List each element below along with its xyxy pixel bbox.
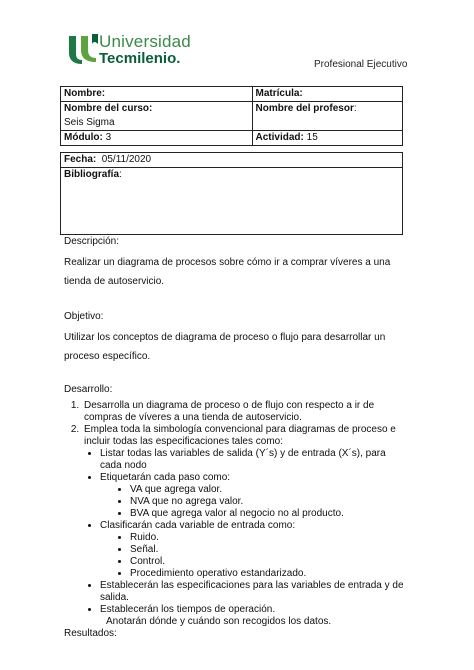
specifications-list — [84, 448, 404, 616]
nombre-label: Nombre: — [64, 88, 106, 99]
resultados-heading: Resultados: — [64, 628, 117, 639]
list-item — [100, 472, 404, 520]
matricula-cell — [252, 87, 402, 102]
curso-cell — [61, 102, 253, 131]
program-label: Profesional Ejecutivo — [314, 59, 408, 70]
labels-list — [100, 484, 404, 520]
curso-value: Seis Sigma — [64, 117, 115, 128]
fecha-cell — [61, 153, 403, 168]
modulo-value: 3 — [105, 132, 112, 143]
logo-text-tecmilenio: Tecmilenio. — [99, 50, 181, 67]
list-item: • Control. — [130, 556, 404, 568]
bibliografia-label: Bibliografía — [64, 169, 120, 180]
descripcion-text: Realizar un diagrama de procesos sobre cómo ir a comprar víveres a una tienda de autoservicio. — [64, 257, 391, 287]
actividad-label: Actividad: — [255, 132, 304, 143]
list-item: • Procedimiento operativo estandarizado. — [130, 568, 404, 580]
sub2-text: Etiquetarán cada paso como: — [100, 472, 231, 483]
descripcion-heading: Descripción: — [64, 236, 120, 247]
profesor-colon: : — [353, 103, 357, 114]
nombre-cell — [61, 87, 253, 102]
logo-swoosh-icon — [66, 30, 100, 66]
list-item: • Señal. — [130, 544, 404, 556]
list-item — [82, 400, 404, 424]
actividad-cell — [252, 131, 402, 146]
fecha-value: 05/11/2020 — [101, 154, 152, 165]
matricula-label: Matrícula: — [255, 88, 303, 99]
data-note: Anotarán dónde y cuándo son recogidos los datos. — [106, 616, 332, 627]
list-item — [100, 580, 404, 604]
list-item: • VA que agrega valor. — [130, 484, 404, 496]
item1-text: Desarrolla un diagrama de proceso o de flujo con respecto a ir de compras de víveres a una tienda de autoservicio. — [84, 400, 375, 423]
curso-label: Nombre del curso: — [64, 103, 153, 114]
sub4-text: Establecerán las especificaciones para las variables de entrada y de salida. — [100, 580, 404, 603]
bibliografia-cell — [61, 168, 403, 235]
university-logo — [66, 30, 196, 66]
list-item — [100, 448, 404, 472]
modulo-cell — [61, 131, 253, 146]
list-item — [82, 424, 404, 628]
student-info-table — [60, 86, 403, 235]
modulo-label: Módulo: — [64, 132, 103, 143]
list-item — [100, 604, 404, 616]
list-item: • BVA que agrega valor al negocio no al producto. — [130, 508, 404, 520]
profesor-cell — [252, 102, 402, 131]
profesor-label: Nombre del profesor — [255, 103, 354, 114]
variable-types-list — [100, 532, 404, 580]
objetivo-heading: Objetivo: — [64, 311, 104, 322]
logo-text-universidad: Universidad — [99, 32, 191, 51]
list-item — [100, 520, 404, 580]
objetivo-text: Utilizar los conceptos de diagrama de proceso o flujo para desarrollar un proceso específico. — [64, 332, 386, 362]
sub5-text: Establecerán los tiempos de operación. — [100, 604, 276, 615]
bibliografia-colon: : — [119, 169, 122, 180]
sub3-text: Clasificarán cada variable de entrada como: — [100, 520, 296, 531]
desarrollo-list — [64, 400, 404, 628]
item2-text: Emplea toda la simbología convencional para diagramas de proceso e incluir todas las especificaciones tales como: — [84, 424, 396, 447]
fecha-label: Fecha: — [64, 154, 97, 165]
document-body — [64, 236, 404, 640]
actividad-value: 15 — [306, 132, 318, 143]
list-item: • Ruido. — [130, 532, 404, 544]
list-item: • NVA que no agrega valor. — [130, 496, 404, 508]
desarrollo-heading: Desarrollo: — [64, 384, 113, 395]
sub1-text: Listar todas las variables de salida (Y´s) y de entrada (X´s), para cada nodo — [100, 448, 386, 471]
